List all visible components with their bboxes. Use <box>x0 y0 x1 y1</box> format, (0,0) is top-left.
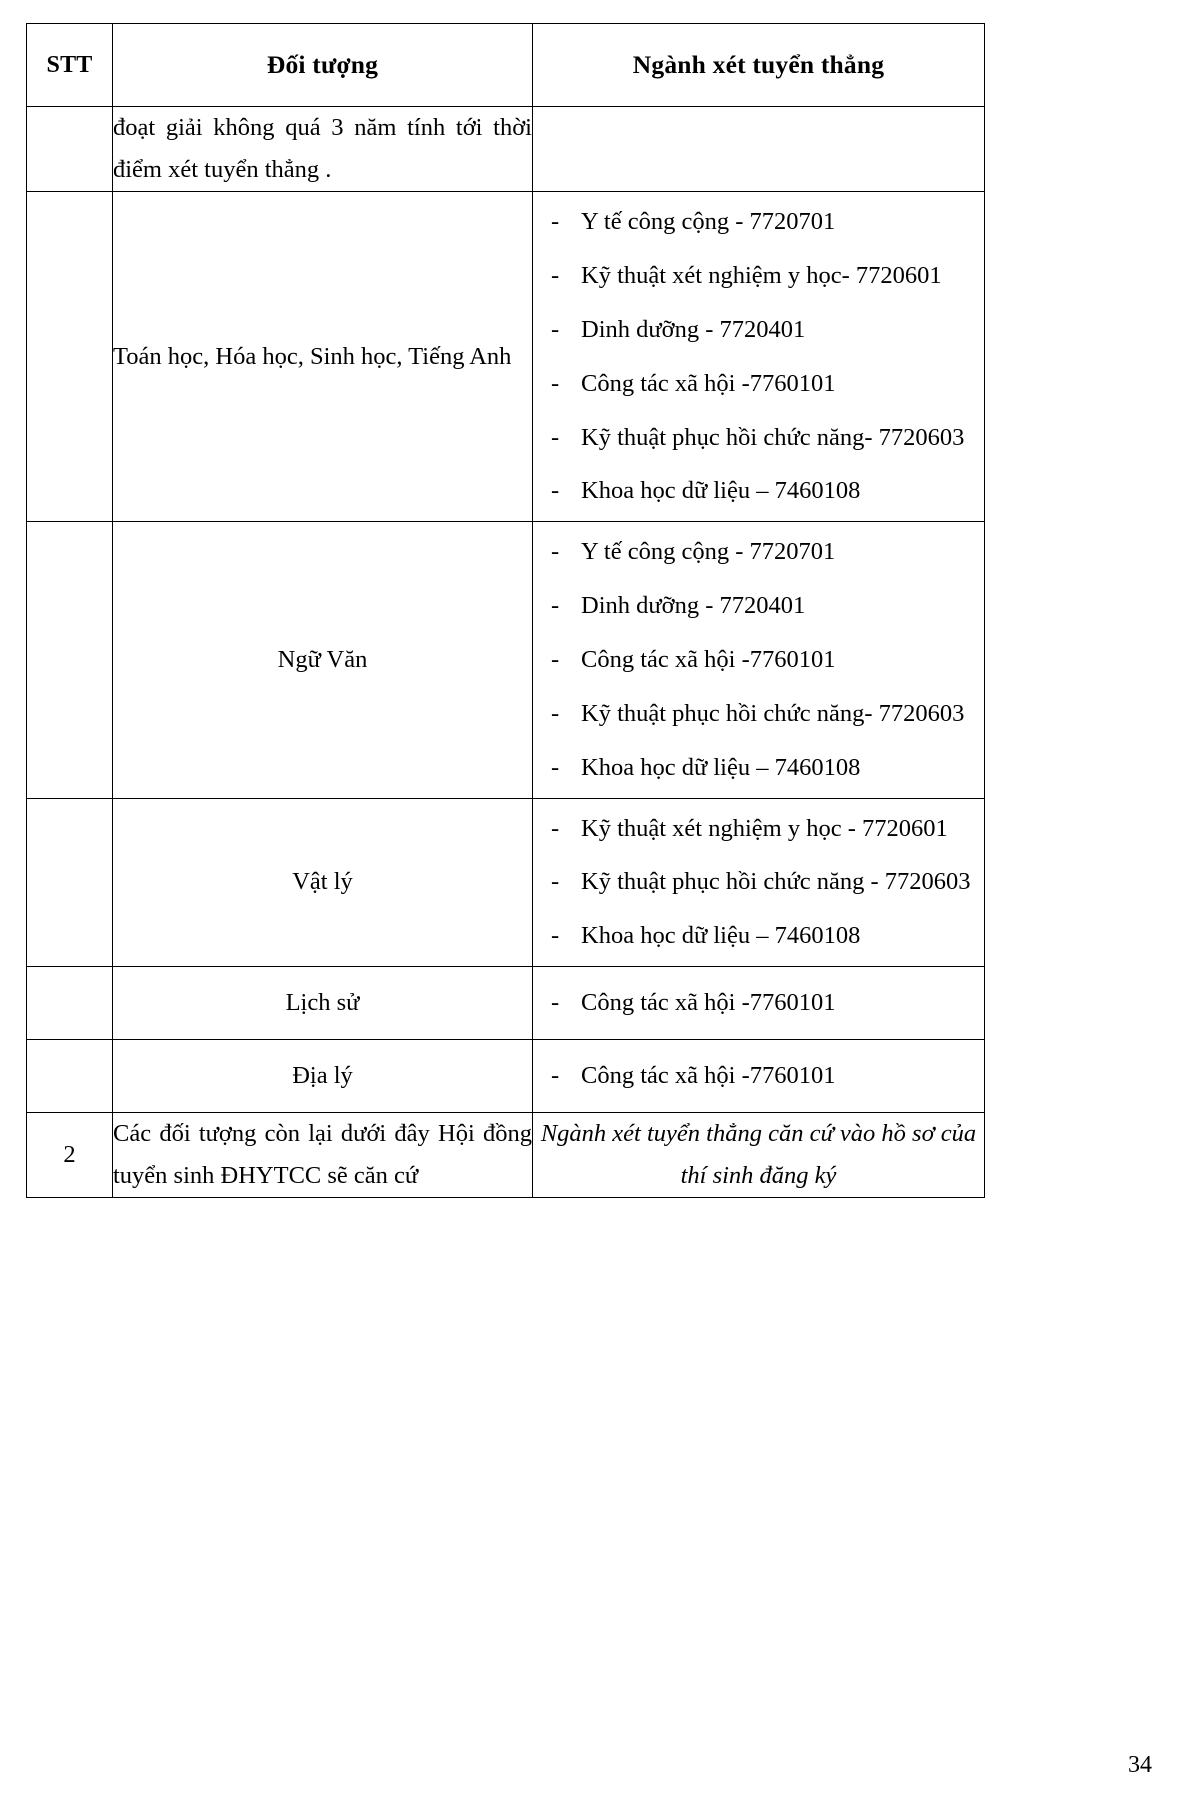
major-list <box>533 967 984 1039</box>
cell-doi-tuong: Toán học, Hóa học, Sinh học, Tiếng Anh <box>113 192 533 522</box>
column-header-stt: STT <box>27 24 113 107</box>
cell-nganh-note: Ngành xét tuyển thẳng căn cứ vào hồ sơ của thí sinh đăng ký <box>533 1112 985 1197</box>
list-item: - Công tác xã hội -7760101 <box>547 1060 974 1092</box>
table-row <box>27 107 985 192</box>
column-header-doi-tuong: Đối tượng <box>113 24 533 107</box>
cell-doi-tuong: Địa lý <box>113 1039 533 1112</box>
list-item: - Y tế công cộng - 7720701 <box>547 206 974 238</box>
list-item: - Kỹ thuật phục hồi chức năng - 7720603 <box>547 866 974 898</box>
list-item: - Khoa học dữ liệu – 7460108 <box>547 752 974 784</box>
cell-doi-tuong: Lịch sử <box>113 967 533 1040</box>
cell-stt <box>27 107 113 192</box>
major-list <box>533 522 984 797</box>
major-list <box>533 192 984 521</box>
list-item: - Công tác xã hội -7760101 <box>547 368 974 400</box>
list-item: - Kỹ thuật xét nghiệm y học - 7720601 <box>547 813 974 845</box>
list-item: - Công tác xã hội -7760101 <box>547 644 974 676</box>
major-list <box>533 799 984 967</box>
list-item: - Dinh dưỡng - 7720401 <box>547 314 974 346</box>
cell-doi-tuong: Các đối tượng còn lại dưới đây Hội đồng tuyển sinh ĐHYTCC sẽ căn cứ <box>113 1112 533 1197</box>
list-item: - Kỹ thuật xét nghiệm y học- 7720601 <box>547 260 974 292</box>
cell-stt: 2 <box>27 1112 113 1197</box>
list-item: - Dinh dưỡng - 7720401 <box>547 590 974 622</box>
cell-stt <box>27 192 113 522</box>
table-row <box>27 192 985 522</box>
list-item: - Khoa học dữ liệu – 7460108 <box>547 475 974 507</box>
admission-table <box>26 23 985 1198</box>
list-item: - Y tế công cộng - 7720701 <box>547 536 974 568</box>
table-row <box>27 1112 985 1197</box>
list-item: - Khoa học dữ liệu – 7460108 <box>547 920 974 952</box>
page-number: 34 <box>1128 1752 1152 1778</box>
cell-nganh <box>533 798 985 967</box>
cell-doi-tuong: đoạt giải không quá 3 năm tính tới thời điểm xét tuyển thẳng . <box>113 107 533 192</box>
table-row <box>27 522 985 798</box>
cell-doi-tuong: Vật lý <box>113 798 533 967</box>
cell-nganh <box>533 967 985 1040</box>
cell-stt <box>27 798 113 967</box>
table-row <box>27 967 985 1040</box>
column-header-nganh: Ngành xét tuyển thẳng <box>533 24 985 107</box>
list-item: - Kỹ thuật phục hồi chức năng- 7720603 <box>547 422 974 454</box>
cell-stt <box>27 522 113 798</box>
table-row <box>27 798 985 967</box>
cell-stt <box>27 967 113 1040</box>
cell-nganh <box>533 1039 985 1112</box>
table-header-row <box>27 24 985 107</box>
cell-stt <box>27 1039 113 1112</box>
cell-nganh <box>533 107 985 192</box>
table-row <box>27 1039 985 1112</box>
major-list <box>533 1040 984 1112</box>
cell-nganh <box>533 192 985 522</box>
cell-doi-tuong: Ngữ Văn <box>113 522 533 798</box>
cell-nganh <box>533 522 985 798</box>
list-item: - Công tác xã hội -7760101 <box>547 987 974 1019</box>
list-item: - Kỹ thuật phục hồi chức năng- 7720603 <box>547 698 974 730</box>
